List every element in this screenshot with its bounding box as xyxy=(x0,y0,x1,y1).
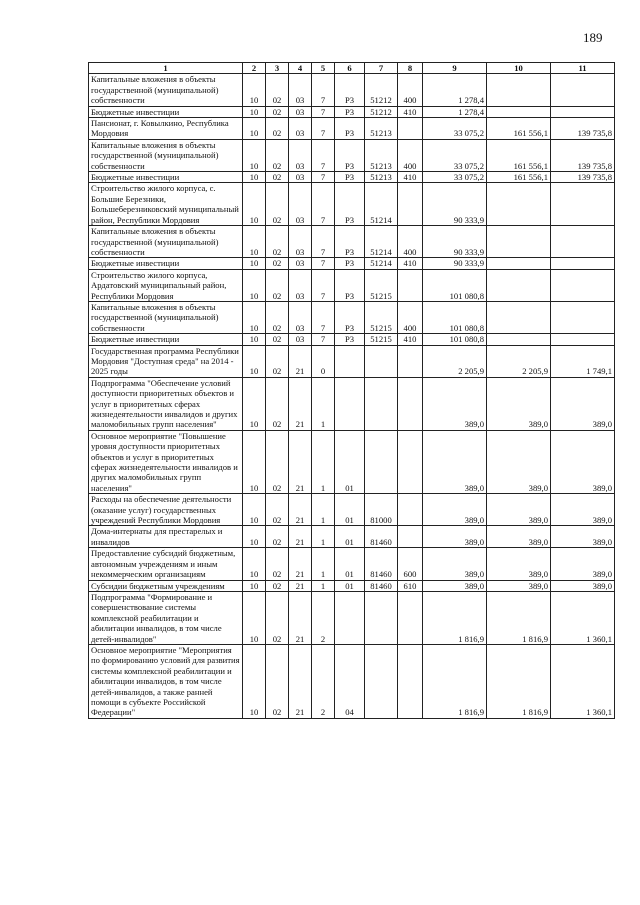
cell-subsection: 02 xyxy=(266,591,289,644)
cell-amount-year2: 389,0 xyxy=(487,526,551,548)
cell-amount-year2 xyxy=(487,74,551,106)
cell-amount-year2: 1 816,9 xyxy=(487,644,551,718)
row-description: Капитальные вложения в объекты государственной (муниципальной) собственности xyxy=(89,301,243,333)
cell-section: 10 xyxy=(243,430,266,493)
column-header: 1 xyxy=(89,63,243,74)
cell-activity: Р3 xyxy=(335,139,365,171)
cell-subprogram: 7 xyxy=(312,183,335,226)
cell-amount-year2: 389,0 xyxy=(487,580,551,591)
cell-activity: Р3 xyxy=(335,118,365,140)
column-header: 9 xyxy=(423,63,487,74)
page-number: 189 xyxy=(583,30,603,45)
cell-amount-year3 xyxy=(551,258,615,269)
cell-expense-type: 410 xyxy=(398,258,423,269)
cell-direction: 51213 xyxy=(365,139,398,171)
cell-amount-year1: 389,0 xyxy=(423,377,487,430)
cell-section: 10 xyxy=(243,580,266,591)
cell-subprogram: 7 xyxy=(312,258,335,269)
table-row xyxy=(89,226,615,258)
cell-expense-type: 400 xyxy=(398,74,423,106)
row-description: Капитальные вложения в объекты государственной (муниципальной) собственности xyxy=(89,226,243,258)
row-description: Государственная программа Республики Мордовия "Доступная среда" на 2014 - 2025 годы xyxy=(89,345,243,377)
cell-program: 21 xyxy=(289,345,312,377)
cell-section: 10 xyxy=(243,494,266,526)
cell-subprogram: 2 xyxy=(312,644,335,718)
cell-amount-year2: 161 556,1 xyxy=(487,118,551,140)
cell-subprogram: 1 xyxy=(312,526,335,548)
cell-direction: 51212 xyxy=(365,106,398,117)
table-row xyxy=(89,548,615,580)
cell-activity xyxy=(335,377,365,430)
cell-expense-type xyxy=(398,644,423,718)
table-row xyxy=(89,172,615,183)
cell-amount-year2 xyxy=(487,106,551,117)
cell-subsection: 02 xyxy=(266,74,289,106)
cell-amount-year3: 139 735,8 xyxy=(551,139,615,171)
cell-subsection: 02 xyxy=(266,301,289,333)
cell-subprogram: 7 xyxy=(312,334,335,345)
cell-amount-year1: 389,0 xyxy=(423,526,487,548)
cell-activity: 01 xyxy=(335,494,365,526)
row-description: Строительство жилого корпуса, с. Большие Березники, Большеберезниковский муниципальный район, Республики Мордовия xyxy=(89,183,243,226)
cell-program: 03 xyxy=(289,301,312,333)
table-row xyxy=(89,591,615,644)
cell-direction: 51213 xyxy=(365,172,398,183)
column-header: 6 xyxy=(335,63,365,74)
cell-amount-year3: 139 735,8 xyxy=(551,118,615,140)
cell-activity: Р3 xyxy=(335,172,365,183)
table-body xyxy=(89,74,615,718)
cell-subsection: 02 xyxy=(266,526,289,548)
cell-direction xyxy=(365,377,398,430)
cell-subsection: 02 xyxy=(266,644,289,718)
cell-direction: 51214 xyxy=(365,183,398,226)
cell-direction xyxy=(365,644,398,718)
cell-amount-year1: 90 333,9 xyxy=(423,183,487,226)
row-description: Субсидии бюджетным учреждениям xyxy=(89,580,243,591)
row-description: Подпрограмма "Формирование и совершенствование системы комплексной реабилитации и абилитации инвалидов, в том числе детей-инвалидов" xyxy=(89,591,243,644)
cell-program: 21 xyxy=(289,526,312,548)
cell-activity: 01 xyxy=(335,430,365,493)
cell-subprogram: 1 xyxy=(312,494,335,526)
cell-amount-year3 xyxy=(551,269,615,301)
table-row xyxy=(89,74,615,106)
cell-subsection: 02 xyxy=(266,345,289,377)
column-header: 11 xyxy=(551,63,615,74)
cell-amount-year2: 161 556,1 xyxy=(487,172,551,183)
table-row xyxy=(89,106,615,117)
cell-amount-year1: 389,0 xyxy=(423,494,487,526)
cell-program: 21 xyxy=(289,644,312,718)
cell-expense-type xyxy=(398,494,423,526)
cell-amount-year3 xyxy=(551,334,615,345)
cell-program: 03 xyxy=(289,106,312,117)
cell-program: 03 xyxy=(289,183,312,226)
cell-section: 10 xyxy=(243,591,266,644)
cell-amount-year3: 389,0 xyxy=(551,526,615,548)
row-description: Строительство жилого корпуса, Ардатовский муниципальный район, Республики Мордовия xyxy=(89,269,243,301)
cell-expense-type: 410 xyxy=(398,106,423,117)
column-header: 5 xyxy=(312,63,335,74)
cell-amount-year1: 90 333,9 xyxy=(423,226,487,258)
column-header: 2 xyxy=(243,63,266,74)
cell-expense-type xyxy=(398,345,423,377)
cell-direction: 81460 xyxy=(365,580,398,591)
column-header: 10 xyxy=(487,63,551,74)
cell-amount-year1: 1 278,4 xyxy=(423,74,487,106)
cell-amount-year1: 101 080,8 xyxy=(423,269,487,301)
cell-amount-year2: 389,0 xyxy=(487,494,551,526)
cell-amount-year3: 389,0 xyxy=(551,494,615,526)
cell-expense-type: 610 xyxy=(398,580,423,591)
cell-subprogram: 7 xyxy=(312,118,335,140)
table-row xyxy=(89,377,615,430)
cell-expense-type xyxy=(398,269,423,301)
cell-section: 10 xyxy=(243,377,266,430)
cell-activity: Р3 xyxy=(335,74,365,106)
cell-subprogram: 1 xyxy=(312,377,335,430)
row-description: Расходы на обеспечение деятельности (оказание услуг) государственных учреждений Республики Мордовия xyxy=(89,494,243,526)
cell-section: 10 xyxy=(243,644,266,718)
cell-subprogram: 1 xyxy=(312,548,335,580)
table-row xyxy=(89,258,615,269)
cell-activity: Р3 xyxy=(335,258,365,269)
cell-amount-year1: 389,0 xyxy=(423,430,487,493)
table-row xyxy=(89,580,615,591)
cell-section: 10 xyxy=(243,345,266,377)
row-description: Бюджетные инвестиции xyxy=(89,258,243,269)
cell-direction: 51215 xyxy=(365,269,398,301)
cell-section: 10 xyxy=(243,548,266,580)
cell-amount-year2 xyxy=(487,258,551,269)
cell-expense-type: 410 xyxy=(398,334,423,345)
cell-section: 10 xyxy=(243,301,266,333)
cell-activity: Р3 xyxy=(335,226,365,258)
cell-amount-year2: 389,0 xyxy=(487,430,551,493)
cell-subsection: 02 xyxy=(266,172,289,183)
cell-section: 10 xyxy=(243,172,266,183)
cell-amount-year2 xyxy=(487,334,551,345)
table-header-row xyxy=(89,63,615,74)
cell-subsection: 02 xyxy=(266,258,289,269)
cell-expense-type: 410 xyxy=(398,172,423,183)
cell-activity: 04 xyxy=(335,644,365,718)
cell-direction xyxy=(365,591,398,644)
cell-section: 10 xyxy=(243,226,266,258)
cell-subsection: 02 xyxy=(266,269,289,301)
cell-expense-type xyxy=(398,183,423,226)
cell-subsection: 02 xyxy=(266,139,289,171)
cell-amount-year2 xyxy=(487,269,551,301)
cell-program: 21 xyxy=(289,494,312,526)
cell-program: 03 xyxy=(289,334,312,345)
cell-section: 10 xyxy=(243,139,266,171)
cell-activity: 01 xyxy=(335,580,365,591)
column-header: 7 xyxy=(365,63,398,74)
cell-amount-year1: 33 075,2 xyxy=(423,118,487,140)
cell-amount-year1: 1 816,9 xyxy=(423,644,487,718)
cell-expense-type xyxy=(398,526,423,548)
cell-amount-year3 xyxy=(551,106,615,117)
cell-subprogram: 7 xyxy=(312,106,335,117)
table-row xyxy=(89,644,615,718)
column-header: 3 xyxy=(266,63,289,74)
cell-subsection: 02 xyxy=(266,494,289,526)
row-description: Бюджетные инвестиции xyxy=(89,334,243,345)
cell-direction: 51214 xyxy=(365,226,398,258)
row-description: Основное мероприятие "Повышение уровня доступности приоритетных объектов и услуг в приоритетных сферах жизнедеятельности инвалидов и других маломобильных групп населения" xyxy=(89,430,243,493)
cell-amount-year3 xyxy=(551,74,615,106)
cell-amount-year2: 1 816,9 xyxy=(487,591,551,644)
cell-amount-year2 xyxy=(487,301,551,333)
cell-section: 10 xyxy=(243,183,266,226)
cell-amount-year1: 101 080,8 xyxy=(423,334,487,345)
cell-program: 03 xyxy=(289,258,312,269)
cell-program: 21 xyxy=(289,548,312,580)
cell-amount-year3: 389,0 xyxy=(551,430,615,493)
cell-subsection: 02 xyxy=(266,580,289,591)
cell-amount-year1: 90 333,9 xyxy=(423,258,487,269)
cell-expense-type: 400 xyxy=(398,139,423,171)
cell-subprogram: 7 xyxy=(312,226,335,258)
cell-direction: 51214 xyxy=(365,258,398,269)
cell-program: 21 xyxy=(289,591,312,644)
cell-amount-year2: 2 205,9 xyxy=(487,345,551,377)
row-description: Основное мероприятие "Мероприятия по формированию условий для развития системы комплексной реабилитации и абилитации инвалидов, в том числе детей-инвалидов, а также ранней помощи в субъекте Российской Федерации" xyxy=(89,644,243,718)
table-row xyxy=(89,430,615,493)
cell-amount-year2 xyxy=(487,183,551,226)
cell-program: 21 xyxy=(289,377,312,430)
cell-subsection: 02 xyxy=(266,377,289,430)
cell-subprogram: 7 xyxy=(312,74,335,106)
cell-expense-type: 400 xyxy=(398,301,423,333)
cell-section: 10 xyxy=(243,74,266,106)
table-row xyxy=(89,494,615,526)
cell-amount-year3 xyxy=(551,301,615,333)
cell-activity: Р3 xyxy=(335,301,365,333)
cell-section: 10 xyxy=(243,269,266,301)
cell-expense-type xyxy=(398,377,423,430)
cell-amount-year3: 1 749,1 xyxy=(551,345,615,377)
cell-section: 10 xyxy=(243,526,266,548)
cell-direction: 51215 xyxy=(365,334,398,345)
row-description: Пансионат, г. Ковылкино, Республика Мордовия xyxy=(89,118,243,140)
cell-amount-year1: 1 816,9 xyxy=(423,591,487,644)
table-row xyxy=(89,334,615,345)
cell-subsection: 02 xyxy=(266,548,289,580)
cell-direction: 81460 xyxy=(365,548,398,580)
column-header: 4 xyxy=(289,63,312,74)
table-row xyxy=(89,526,615,548)
cell-expense-type xyxy=(398,430,423,493)
cell-amount-year3: 389,0 xyxy=(551,377,615,430)
cell-amount-year1: 389,0 xyxy=(423,548,487,580)
cell-amount-year3 xyxy=(551,226,615,258)
cell-section: 10 xyxy=(243,106,266,117)
cell-subprogram: 7 xyxy=(312,269,335,301)
table-row xyxy=(89,345,615,377)
cell-subsection: 02 xyxy=(266,106,289,117)
cell-activity: 01 xyxy=(335,526,365,548)
column-header: 8 xyxy=(398,63,423,74)
cell-amount-year2: 389,0 xyxy=(487,377,551,430)
cell-subprogram: 1 xyxy=(312,430,335,493)
cell-amount-year2: 161 556,1 xyxy=(487,139,551,171)
table-row xyxy=(89,139,615,171)
cell-amount-year1: 389,0 xyxy=(423,580,487,591)
cell-amount-year1: 101 080,8 xyxy=(423,301,487,333)
row-description: Предоставление субсидий бюджетным, автономным учреждениям и иным некоммерческим организациям xyxy=(89,548,243,580)
cell-expense-type xyxy=(398,118,423,140)
budget-table xyxy=(88,62,615,719)
row-description: Бюджетные инвестиции xyxy=(89,172,243,183)
cell-program: 03 xyxy=(289,226,312,258)
cell-direction: 51213 xyxy=(365,118,398,140)
cell-amount-year3 xyxy=(551,183,615,226)
cell-section: 10 xyxy=(243,258,266,269)
cell-subprogram: 1 xyxy=(312,580,335,591)
cell-direction: 51212 xyxy=(365,74,398,106)
cell-direction: 51215 xyxy=(365,301,398,333)
cell-program: 03 xyxy=(289,139,312,171)
cell-direction: 81000 xyxy=(365,494,398,526)
cell-subprogram: 7 xyxy=(312,172,335,183)
cell-program: 21 xyxy=(289,430,312,493)
cell-expense-type xyxy=(398,591,423,644)
cell-subprogram: 7 xyxy=(312,139,335,171)
cell-subsection: 02 xyxy=(266,430,289,493)
cell-subsection: 02 xyxy=(266,118,289,140)
table-row xyxy=(89,269,615,301)
cell-amount-year3: 1 360,1 xyxy=(551,591,615,644)
cell-section: 10 xyxy=(243,334,266,345)
cell-activity: Р3 xyxy=(335,269,365,301)
cell-program: 21 xyxy=(289,580,312,591)
cell-activity: Р3 xyxy=(335,106,365,117)
cell-subprogram: 0 xyxy=(312,345,335,377)
cell-program: 03 xyxy=(289,118,312,140)
cell-program: 03 xyxy=(289,172,312,183)
cell-amount-year1: 2 205,9 xyxy=(423,345,487,377)
cell-amount-year3: 389,0 xyxy=(551,548,615,580)
cell-subsection: 02 xyxy=(266,334,289,345)
cell-amount-year1: 33 075,2 xyxy=(423,172,487,183)
cell-activity: Р3 xyxy=(335,334,365,345)
cell-section: 10 xyxy=(243,118,266,140)
cell-amount-year2: 389,0 xyxy=(487,548,551,580)
cell-amount-year1: 1 278,4 xyxy=(423,106,487,117)
table-row xyxy=(89,301,615,333)
table-row xyxy=(89,183,615,226)
cell-program: 03 xyxy=(289,269,312,301)
cell-amount-year2 xyxy=(487,226,551,258)
row-description: Дома-интернаты для престарелых и инвалидов xyxy=(89,526,243,548)
cell-activity: 01 xyxy=(335,548,365,580)
cell-program: 03 xyxy=(289,74,312,106)
cell-amount-year3: 389,0 xyxy=(551,580,615,591)
cell-direction xyxy=(365,345,398,377)
cell-activity: Р3 xyxy=(335,183,365,226)
cell-subsection: 02 xyxy=(266,226,289,258)
cell-subsection: 02 xyxy=(266,183,289,226)
cell-activity xyxy=(335,591,365,644)
cell-expense-type: 400 xyxy=(398,226,423,258)
row-description: Капитальные вложения в объекты государственной (муниципальной) собственности xyxy=(89,139,243,171)
cell-subprogram: 2 xyxy=(312,591,335,644)
row-description: Подпрограмма "Обеспечение условий доступности приоритетных объектов и услуг в приоритетных сферах жизнедеятельности инвалидов и других маломобильных групп населения" xyxy=(89,377,243,430)
cell-amount-year3: 1 360,1 xyxy=(551,644,615,718)
row-description: Бюджетные инвестиции xyxy=(89,106,243,117)
table-row xyxy=(89,118,615,140)
cell-expense-type: 600 xyxy=(398,548,423,580)
cell-subprogram: 7 xyxy=(312,301,335,333)
row-description: Капитальные вложения в объекты государственной (муниципальной) собственности xyxy=(89,74,243,106)
cell-amount-year1: 33 075,2 xyxy=(423,139,487,171)
cell-direction: 81460 xyxy=(365,526,398,548)
cell-activity xyxy=(335,345,365,377)
cell-amount-year3: 139 735,8 xyxy=(551,172,615,183)
cell-direction xyxy=(365,430,398,493)
